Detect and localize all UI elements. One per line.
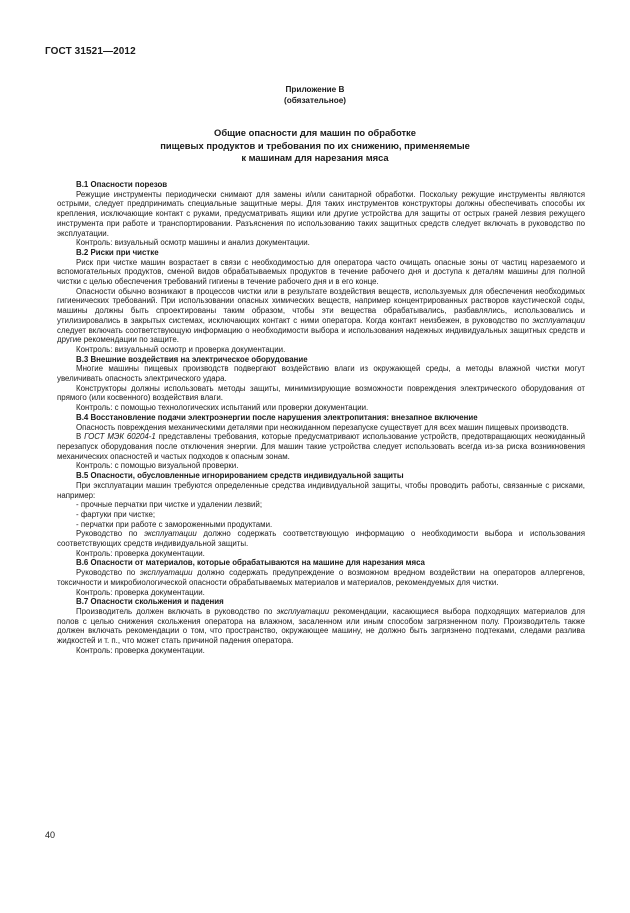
control-note: Контроль: проверка документации. — [76, 548, 205, 558]
control-note: Контроль: проверка документации. — [76, 645, 205, 655]
control-note: Контроль: визуальный осмотр машины и анализ документации. — [76, 238, 310, 248]
annex-status: (обязательное) — [284, 96, 346, 105]
text-run: должно содержать предупреждение о возможном вредном воздействии на операторов аллергенов, токсичности и микробиологической опасности обрабатываемых материалов и материалов, рекомендуемых для чистки. — [57, 568, 585, 587]
paragraph — [57, 568, 585, 587]
italic-term: эксплуатации — [144, 529, 197, 539]
section-heading-b7: В.7 Опасности скольжения и падения — [76, 597, 224, 607]
paragraph: При эксплуатации машин требуются определенные средства индивидуальной защиты, чтобы проводить работы, связанные с рисками, например: — [57, 480, 585, 500]
italic-term: эксплуатации — [532, 315, 585, 325]
section-heading-b6: В.6 Опасности от материалов, которые обрабатываются на машине для нарезания мяса — [76, 558, 425, 568]
section-heading-b2: В.2 Риски при чистке — [76, 247, 159, 257]
document-body — [57, 180, 585, 655]
paragraph: Риск при чистке машин возрастает в связи с необходимостью для оператора часто очищать опасные зоны от частиц нарезаемого и вспомогательных продуктов, сменой видов обрабатываемых продуктов в течение рабочего дня и доступа к деталям машины для полной чистки с целью обеспечения требований гигиены в течение рабочего дня и в его конце. — [57, 257, 585, 287]
paragraph: Режущие инструменты периодически снимают для замены и/или санитарной обработки. Поскольку режущие инструменты являются острыми, следует предпринимать специальные защитные меры. Для таких инструментов конструкторы должны обеспечивать способы их крепления, исключающие контакт с руками, предусматривать ящики или другие устройства для защиты от острых граней лезвия режущего инструмента при работе и транспортировании. Разъяснения по использованию таких защитных средств следует включать в руководство по эксплуатации. — [57, 189, 585, 238]
list-item: - фартуки при чистке; — [76, 509, 156, 519]
paragraph — [57, 529, 585, 548]
annex-heading — [45, 84, 585, 106]
text-run: Руководство по — [76, 568, 140, 578]
section-heading-b4: В.4 Восстановление подачи электроэнергии после нарушения электропитания: внезапное включение — [76, 412, 478, 422]
italic-term: эксплуатации — [139, 568, 193, 578]
control-note: Контроль: проверка документации. — [76, 587, 205, 597]
text-run: следует включать соответствующую информацию о необходимости выбора и использования надежных индивидуальных защитных средств и другие рекомендации по защите. — [57, 325, 585, 345]
paragraph: Многие машины пищевых производств подвергают воздействию влаги из окружающей среды, а методы влажной чистки могут увеличивать опасность электрического удара. — [57, 364, 585, 384]
control-note: Контроль: с помощью технологических испытаний или проверки документации. — [76, 403, 369, 413]
list-item: - перчатки при работе с замороженными продуктами. — [76, 519, 273, 529]
paragraph — [57, 607, 585, 646]
annex-label: Приложение В — [285, 85, 345, 94]
text-run: рекомендации, касающиеся выбора подходящих материалов для полов с целью снижения скольжения оператора на влажном, засаленном или иным способом загрязненном полу. Производитель также должен включать рекомендации о том, что пространство, окружающее машину, не должно быть загрязнено подтеками, следами разлива жидкостей и т. п., что может стать причиной падения оператора. — [57, 606, 586, 646]
section-heading-b3: В.3 Внешние воздействия на электрическое оборудование — [76, 354, 308, 364]
control-note: Контроль: визуальный осмотр и проверка документации. — [76, 344, 286, 354]
paragraph — [57, 432, 585, 461]
control-note: Контроль: с помощью визуальной проверки. — [76, 461, 239, 471]
title-line-1: Общие опасности для машин по обработке — [214, 127, 416, 138]
text-run: Руководство по — [76, 529, 145, 539]
document-header: ГОСТ 31521—2012 — [45, 46, 136, 57]
paragraph: Конструкторы должны использовать методы защиты, минимизирующие возможности повреждения электрического оборудования от прямого (или косвенного) воздействия влаги. — [57, 383, 585, 403]
italic-term: эксплуатации — [276, 606, 330, 616]
italic-reference: ГОСТ МЭК 60204-1 — [84, 432, 156, 442]
list-item: - прочные перчатки при чистке и удалении лезвий; — [76, 500, 263, 510]
section-heading-b1: В.1 Опасности порезов — [76, 180, 168, 189]
paragraph: Опасность повреждения механическими деталями при неожиданном перезапуске существует для всех машин пищевых производств. — [76, 422, 569, 432]
title-line-3: к машинам для нарезания мяса — [241, 152, 389, 164]
text-run: представлены требования, которые предусматривают использование устройств, предотвращающих неожиданный перезапуск оборудования после отключения энергии. Для машин такие устройства следует использовать всегда из-за риска возникновения механических опасностей и частых подходов к опасным зонам. — [57, 432, 585, 461]
title-line-2: пищевых продуктов и требования по их снижению, применяемые — [160, 139, 470, 151]
text-run: Производитель должен включать в руководство по — [76, 606, 277, 616]
page-number: 40 — [45, 830, 56, 840]
paragraph — [57, 287, 585, 345]
annex-title — [45, 127, 585, 165]
text-run: Опасности обычно возникают в процессов чистки или в результате воздействия веществ, используемых для обеспечения необходимых гигиенических требований. При использовании опасных химических веществ, например концентрированных растворов каустической соды, машины должны быть спроектированы таким образом, чтобы эти вещества обрабатывались, разбавлялись, использовались и утилизировались в закрытых системах, исключающих контакт с ними оператора. Когда контакт неизбежен, в руководство по — [57, 286, 585, 325]
section-heading-b5: В.5 Опасности, обусловленные игнорированием средств индивидуальной защиты — [76, 471, 404, 481]
text-run: В — [76, 432, 85, 442]
text-run: должно содержать соответствующую информацию о необходимости выбора и использования соответствующих средств индивидуальной защиты. — [57, 529, 585, 549]
